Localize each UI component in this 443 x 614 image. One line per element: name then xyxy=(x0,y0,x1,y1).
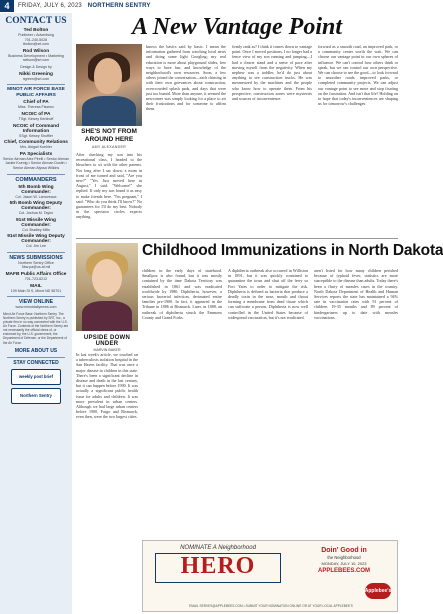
office-person-1: Miss. Theresa Fisseux xyxy=(18,105,54,110)
mafb-phone: 701-723-6212 xyxy=(24,277,48,282)
photo-face xyxy=(92,259,122,297)
story-2-column-2: children in the early days of statehood. Smallpox is also found, but it was mostly contained by the time Dakota Territory was established in 1861 and was eradicated worldwide by 1980. Diphtheria, however, a serious bacterial infection, decimated entire families pre-1900. In fact, it appeared in the Tribune in 1886 at Bismarck. Later, in 1888, an outbreak of diphtheria struck the Emmons County and Grand Forks. xyxy=(142,268,222,320)
ad-nominate-text: NOMINATE A Neighborhood xyxy=(180,545,256,551)
commander-unit-1: 5th Bomb Wing Commander: xyxy=(18,184,54,195)
applebees-logo: Applebee's xyxy=(365,583,391,599)
commander-unit-4: 91st Missile Wing Deputy Commander: xyxy=(7,234,65,245)
ad-join-url[interactable]: APPLEBEES.COM xyxy=(317,568,370,574)
commander-name-1: Col. Jason W. Lamoreaux xyxy=(15,194,57,199)
divider xyxy=(7,174,65,175)
mail-title: MAIL xyxy=(30,283,42,289)
contact-name-1: Ted Bolton xyxy=(23,28,49,33)
section-divider xyxy=(76,238,398,239)
office-name-2: NCOIC of PA xyxy=(21,111,51,117)
disclaimer-text: Minot Air Force Base: Northern Sentry. The Northern Sentry is published by SRT, Inc., a private firm in no way connected with the U.S. Air Force. Contents of the Northern Sentry are not necessarily the official views of, or endorsed by, the U.S. government, the Department of Defense, or the Department of the Air Force. xyxy=(3,311,69,345)
ad-join-block xyxy=(299,547,389,574)
office-name-4: Chief, Community Relations xyxy=(4,140,68,146)
more-about-link[interactable]: MORE ABOUT US xyxy=(14,347,58,354)
office-title: MINOT AIR FORCE BASE PUBLIC AFFAIRS xyxy=(7,87,65,98)
divider xyxy=(7,296,65,297)
columnist-photo xyxy=(76,44,142,126)
stay-connected-title: STAY CONNECTED xyxy=(13,359,59,366)
divider xyxy=(7,252,65,253)
social-badge-1[interactable]: weekly post brief xyxy=(11,369,61,385)
column-2-title: UPSIDE DOWN UNDER xyxy=(83,335,131,347)
story-2-headline: Childhood Immunizations in North Dakota xyxy=(142,242,443,259)
view-online-url[interactable]: www.minotdailynews.com xyxy=(15,305,57,310)
social-badge-2[interactable]: Northern Sentry xyxy=(11,388,61,404)
commander-unit-3: 91st Missile Wing Commander: xyxy=(16,217,56,228)
commander-name-3: Col. Bradley Mills xyxy=(22,227,50,232)
news-address: Northern Sentry Office xyxy=(18,260,54,265)
ad-join-line-2: the Neighborhood xyxy=(327,555,361,560)
column-2-byline: MARVIN BAKER xyxy=(93,348,121,352)
column-title: SHE'S NOT FROM AROUND HERE xyxy=(81,128,137,143)
commander-name-4: Col. Jim Lee xyxy=(26,244,46,249)
story-1-column-2: knows the basics said by basic. I mean the information gathered from watching local news and doing some light Googling; my real education is more about playground slides, free ways to have fun, and knowledge of the neighborhood's own resources. Soon, a few others joined the conversation—each chiming in with their own grievances about construction, overcrowded splash pads, and days that were just too humid. More than anyone, it seemed the newcomer was simply looking for a place to air their frustrations and for someone to affirm them. xyxy=(146,44,226,112)
story-2-column-1: In last week's article, we touched on a tuberculosis isolation hospital in the San Haven facility. That was once a major disease in children in this state. There's been a significant decline in disease and death in the last century, but it can happen before 1900. It was actually a significant public health issue for adults and children. It was more prevalent in urban centers. Although we had large urban centers before 1900, Fargo and Bismarck, even then, were the two largest cities. xyxy=(76,352,138,420)
pa-title: PA Specialists xyxy=(19,151,53,157)
contact-role-2: Business Development • Marketing xyxy=(8,53,64,58)
ad-join-date: MONDAY, JULY 10, 2023 xyxy=(321,561,367,566)
office-name-1: Chief of PA xyxy=(23,100,49,106)
designer-name: Nikki Greening xyxy=(19,71,53,77)
story-1-column-1: After checking my son into his recreational class, I headed to the bleachers to sit with the other parents. Not long after I sat down, a mom in front of me turned and said, "Are you new?" "Yes. Just moved here in August," I said. "Welcome!" she replied. If only my son found it as easy to make friends here. "I'm pregnant," I said. "Who do you think I'll know?" No guarantees for I'll do my best. Nobody in the spectator circles expects anything. xyxy=(76,152,142,220)
ad-fine-print: EMAIL SERVES@APPLEBEES.COM • SUBMIT YOUR NOMINATION ONLINE OR AT YOUR LOCAL APPLEBEE'S xyxy=(189,604,353,608)
office-person-2: TSgt. Kinsey Kerkhoff xyxy=(18,116,54,121)
publication-name: NORTHERN SENTRY xyxy=(87,3,151,9)
page-number: 4 xyxy=(0,0,14,12)
column-byline: AMY ALEXANDER xyxy=(91,145,127,149)
story-1-column-3: firmly rank as? I think it comes down to vantage point. Once I moved positions, I no longer had a fence view of my son running and jumping—I had a clearer stand and a sense of pace after moving myself from the negativity. When my nephew was a toddler, he'd do just about anything to see construction trucks. He was mesmerized by the machines and the people who know how to operate them. From his perspective, construction zones were mysteries and sources of inconvenience. xyxy=(232,44,312,102)
office-person-4: Mrs. Abigail Koehler xyxy=(20,145,52,150)
page-header-bar xyxy=(0,0,400,12)
mafb-title: MAFB Public Affairs Office xyxy=(5,272,67,278)
contact-title: CONTACT US xyxy=(5,16,67,26)
photo-shirt xyxy=(82,96,136,126)
photo-shirt xyxy=(82,301,132,331)
contact-role-1: Publisher • Advertising xyxy=(18,33,54,37)
contact-sidebar xyxy=(0,13,72,614)
pa-list: Senior Airman Alex Pirelli • Senior Airman Jackie Koenig • Senior Airman Dustin • Senior Airman Alyssa Wilkins xyxy=(3,156,69,170)
contact-name-2: Rod Wilson xyxy=(22,48,50,54)
office-name-3: NCOIC of Command Information xyxy=(12,123,60,134)
news-title: NEWS SUBMISSIONS xyxy=(9,254,63,261)
header-meta xyxy=(18,3,155,9)
contact-email-2[interactable]: rwilson@srt.com xyxy=(22,58,50,63)
commander-name-2: Col. Joshua M. Taylor xyxy=(18,211,54,216)
commander-unit-2: 5th Bomb Wing Deputy Commander: xyxy=(9,201,63,212)
divider xyxy=(7,357,65,358)
ad-hero-text: HERO xyxy=(180,553,256,579)
design-label: Design & Design by xyxy=(20,64,52,69)
office-person-3: SSgt. Kelsey Shuffler xyxy=(19,133,53,138)
columnist-photo-2 xyxy=(76,243,138,331)
story-2-column-3: A diphtheria outbreak also occurred in Williston in 1891, but it was quickly contained to quarantine the town and shut off the ferry so Fort Yates to order to mitigate the risk. Diphtheria is defined as bacteria that produce a deadly toxin in the nose, mouth and throat forming a membrane from dead tissue which can suffocate a person. Diphtheria is now well controlled in the United States because of widespread vaccination, but it's not eradicated. xyxy=(228,268,308,320)
commanders-title: COMMANDERS xyxy=(15,176,57,183)
contact-email-1[interactable]: tbolton@srt.com xyxy=(22,42,50,47)
advertisement[interactable] xyxy=(142,540,398,612)
view-online-title: VIEW ONLINE xyxy=(18,299,54,306)
contact-phone-1: 701-240-5028 xyxy=(24,37,48,42)
story-1-headline: A New Vantage Point xyxy=(131,14,343,40)
designer-email[interactable]: ngreen@srt.com xyxy=(22,76,50,81)
mail-address: 109 Main St S, Minot ND 58701 xyxy=(10,288,62,293)
ad-join-line-1: Doin' Good in xyxy=(321,547,367,554)
photo-face xyxy=(94,58,122,94)
divider xyxy=(7,84,65,85)
column-2-title-block xyxy=(76,335,138,352)
story-2-column-4: aren't listed for how many children perished because of typhoid fever, statistics are more susceptible to the disease than adults. Today there's been a flurry of measles cases in the country. North Dakota Department of Health and Human Services reports the state has maintained a 94% rate in vaccination rates with 91 percent of children 19-35 months and 89 percent of kindergartners up to date with measles vaccinations. xyxy=(314,268,398,320)
issue-date: FRIDAY, JULY 6, 2023 xyxy=(18,3,82,9)
column-title-block xyxy=(76,128,142,149)
story-1-column-4: forward as a smooth road, an improved park, or a community center worth the wait. We can choose our vantage point in our own spheres of influence. We can't control how others think or speak, but we can control our own perspective. We can choose to see the good—to look forward to smoother roads, improved parks, or completed community projects. We can adjust our vantage point to see more and stop fixating on the frustration. And isn't that life? Holding on to hope that today's inconveniences are shaping us for tomorrow's challenges. xyxy=(318,44,398,107)
news-email[interactable]: 5bw.pa@us.af.mil xyxy=(21,265,51,270)
